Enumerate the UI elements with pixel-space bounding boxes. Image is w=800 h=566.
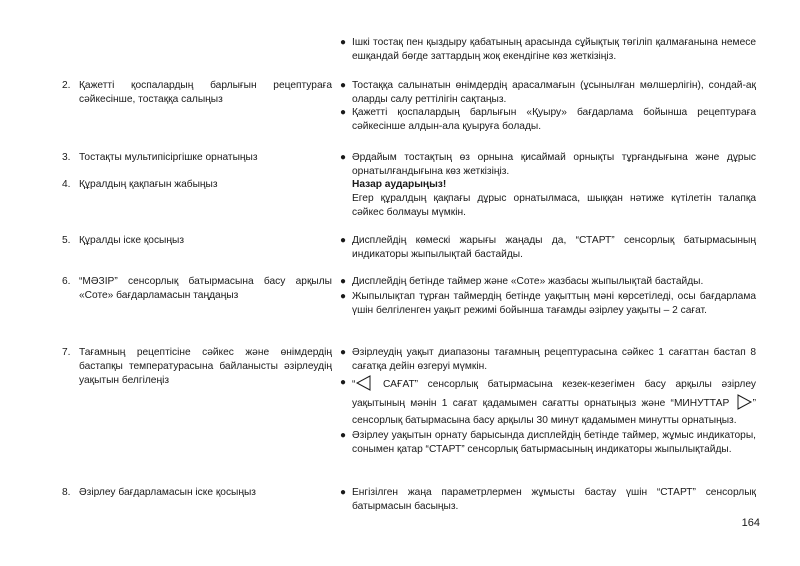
bullet-text: Дисплейдің бетінде таймер және «Соте» жазбасы жыпылықтай бастайды. — [352, 276, 704, 287]
note-title: Назар аударыңыз! — [352, 179, 447, 190]
step-4 — [62, 178, 332, 192]
bullet-icon: ● — [340, 152, 347, 163]
hour-button-text: САҒАТ” сенсорлық батырмасына кезек-кезегімен басу арқылы әзірлеу уақытының мәнін 1 сағат қадамымен сағатты орнатыңыз және “МИНУТТАР — [352, 379, 756, 409]
bullet-icon: ● — [340, 430, 347, 441]
note-text: Егер құралдың қақпағы дұрыс орнатылмаса, шыққан нәтиже күтілетін талапқа сәйкес болмауы мүмкін. — [352, 193, 756, 218]
bullet-icon: ● — [340, 291, 347, 302]
bullet-icon: ● — [340, 37, 347, 48]
step-text: Тостақты мультипісіргішке орнатыңыз — [79, 152, 258, 163]
triangle-left-icon — [355, 374, 373, 392]
bullet-icon: ● — [340, 487, 347, 498]
bullet-item — [340, 234, 756, 262]
minute-button-text: сенсорлық батырмасына басу арқылы 30 минут қадамымен минутты орнатыңыз. — [352, 415, 737, 426]
bullet-item — [340, 374, 756, 429]
step-number: 3. — [62, 152, 71, 163]
bullet-item — [340, 106, 756, 134]
step-7 — [62, 346, 332, 388]
step-text: Әзірлеу бағдарламасын іске қосыңыз — [79, 487, 256, 498]
triangle-right-icon — [735, 393, 753, 411]
step-text: “МӘЗІР” сенсорлық батырмасына басу арқылы «Соте» бағдарламасын таңдаңыз — [79, 276, 332, 301]
bullet-icon: ● — [340, 347, 347, 358]
bullet-text: Ішкі тостақ пен қыздыру қабатының арасында сұйықтық төгіліп қалмағанына немесе ешқандай бөгде заттардың жоқ екендігіне көз жеткізіңіз. — [352, 37, 756, 62]
bullet-icon: ● — [340, 80, 347, 91]
page-number: 164 — [741, 517, 760, 529]
bullet-item — [340, 151, 756, 179]
step-number: 6. — [62, 276, 71, 287]
bullet-text: Енгізілген жаңа параметрлермен жұмысты бастау үшін “СТАРТ” сенсорлық батырмасын басыңыз. — [352, 487, 756, 512]
open-quote: “ — [352, 379, 356, 390]
bullet-text: Қажетті қоспалардың барлығын «Қуыру» бағдарлама бойынша рецептураға сәйкесінше алдын-ала қуыруға болады. — [352, 107, 756, 132]
step-2 — [62, 79, 332, 107]
bullet-text: Жыпылықтап тұрған таймердің бетінде уақыттың мәні көрсетіледі, осы бағдарлама үшін белгіленген уақыт режимі бойынша тағамды әзірлеу уақыты – 2 сағат. — [352, 291, 756, 316]
bullet-item — [340, 290, 756, 318]
step-text: Құралды іске қосыңыз — [79, 235, 184, 246]
bullet-icon: ● — [340, 107, 347, 118]
bullet-item — [340, 275, 756, 289]
bullet-item — [340, 79, 756, 107]
bullet-item — [340, 486, 756, 514]
step-number: 4. — [62, 179, 71, 190]
step-6 — [62, 275, 332, 303]
step-5 — [62, 234, 332, 248]
step-number: 7. — [62, 347, 71, 358]
bullet-item — [340, 346, 756, 374]
step-number: 8. — [62, 487, 71, 498]
bullet-icon: ● — [340, 276, 347, 287]
bullet-text — [352, 374, 756, 429]
step-number: 2. — [62, 80, 71, 91]
close-quote: ” — [752, 398, 756, 409]
bullet-icon: ● — [340, 235, 347, 246]
step-text: Тағамның рецептісіне сәйкес және өнімдердің бастапқы температурасына байланысты әзірлеудің уақытын белгілеңіз — [79, 347, 332, 386]
step-3 — [62, 151, 332, 165]
bullet-icon: ● — [340, 377, 347, 388]
bullet-text: Әрдайым тостақтың өз орнына қисаймай орнықты тұрғандығына және дұрыс орнатылғандығына көз жеткізіңіз. — [352, 152, 756, 177]
bullet-text: Әзірлеудің уақыт диапазоны тағамның рецептурасына сәйкес 1 сағаттан бастап 8 сағатқа дейін өзгеруі мүмкін. — [352, 347, 756, 372]
step-text: Қажетті қоспалардың барлығын рецептураға сәйкесінше, тостаққа салыңыз — [79, 80, 332, 105]
step-8 — [62, 486, 332, 500]
step-number: 5. — [62, 235, 71, 246]
bullet-text: Тостаққа салынатын өнімдердің арасалмағын (ұсынылған мөлшерлігін), сондай-ақ оларды салу реттілігін сақтаңыз. — [352, 80, 756, 105]
bullet-item — [340, 429, 756, 457]
bullet-text: Әзірлеу уақытын орнату барысында дисплейдің бетінде таймер, жұмыс индикаторы, сонымен қатар “СТАРТ” сенсорлық батырмасының индикаторы жыпылықтайды. — [352, 430, 756, 455]
step-text: Құралдың қақпағын жабыңыз — [79, 179, 218, 190]
bullet-text: Дисплейдің көмескі жарығы жаңады да, “СТАРТ” сенсорлық батырмасының индикаторы жыпылықтай бастайды. — [352, 235, 756, 260]
bullet-item — [340, 36, 756, 64]
